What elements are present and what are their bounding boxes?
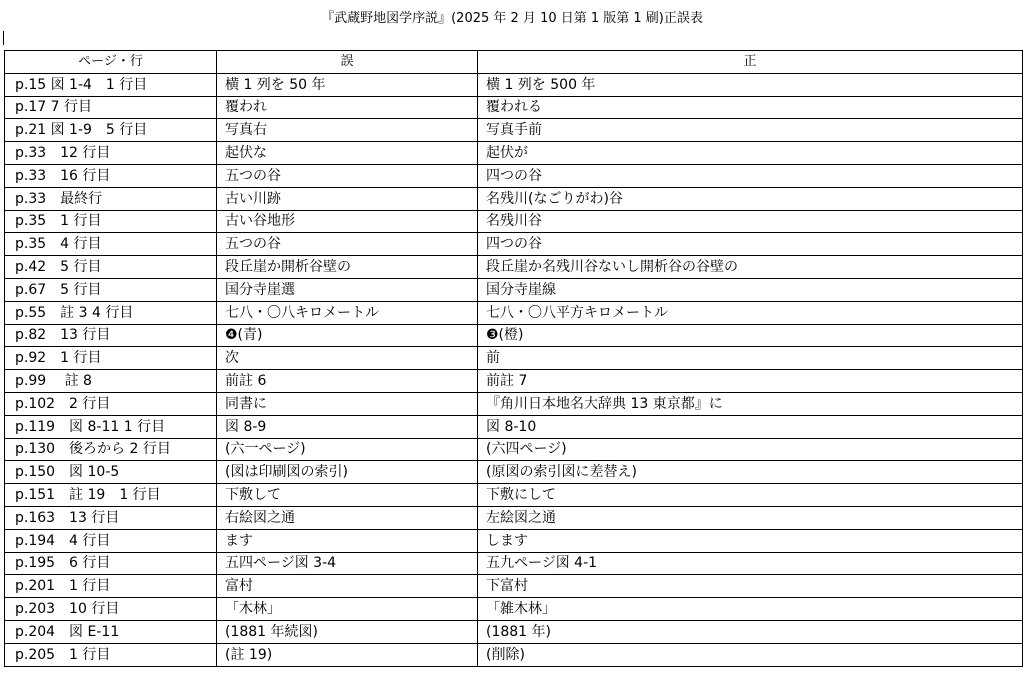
cell-correct: 『角川日本地名大辞典 13 東京都』に — [478, 392, 1023, 415]
cell-wrong: (1881 年続図) — [217, 620, 478, 643]
cell-page-line: p.33 12 行目 — [5, 142, 217, 165]
cell-correct: 国分寺崖線 — [478, 278, 1023, 301]
table-row — [5, 575, 1023, 598]
cell-wrong: 古い谷地形 — [217, 210, 478, 233]
header-wrong: 誤 — [217, 51, 478, 74]
cell-correct: 下富村 — [478, 575, 1023, 598]
cell-wrong: (註 19) — [217, 643, 478, 666]
errata-table — [4, 50, 1023, 667]
cell-wrong: 写真右 — [217, 119, 478, 142]
cell-wrong: 五つの谷 — [217, 233, 478, 256]
table-row — [5, 278, 1023, 301]
table-row — [5, 484, 1023, 507]
cell-correct: 四つの谷 — [478, 233, 1023, 256]
cell-page-line: p.204 図 E-11 — [5, 620, 217, 643]
cell-page-line: p.82 13 行目 — [5, 324, 217, 347]
table-row — [5, 370, 1023, 393]
cell-correct: 横 1 列を 500 年 — [478, 73, 1023, 96]
cell-correct: (六四ページ) — [478, 438, 1023, 461]
cell-page-line: p.33 最終行 — [5, 187, 217, 210]
cell-wrong: 「木林」 — [217, 598, 478, 621]
cell-correct: 前 — [478, 347, 1023, 370]
cell-correct: 起伏が — [478, 142, 1023, 165]
cell-wrong: 段丘崖か開析谷壁の — [217, 256, 478, 279]
table-row — [5, 552, 1023, 575]
cell-correct: 四つの谷 — [478, 164, 1023, 187]
errata-body — [5, 73, 1023, 666]
cell-wrong: 右絵図之通 — [217, 506, 478, 529]
cell-page-line: p.17 7 行目 — [5, 96, 217, 119]
table-row — [5, 301, 1023, 324]
header-row — [5, 51, 1023, 74]
cell-correct: ❸(橙) — [478, 324, 1023, 347]
cell-page-line: p.15 図 1-4 1 行目 — [5, 73, 217, 96]
table-row — [5, 256, 1023, 279]
cell-correct: します — [478, 529, 1023, 552]
cell-wrong: ❹(青) — [217, 324, 478, 347]
cell-correct: 写真手前 — [478, 119, 1023, 142]
table-row — [5, 529, 1023, 552]
cell-correct: 七八・〇八平方キロメートル — [478, 301, 1023, 324]
cell-correct: 前註 7 — [478, 370, 1023, 393]
cell-wrong: 起伏な — [217, 142, 478, 165]
cell-page-line: p.201 1 行目 — [5, 575, 217, 598]
cell-correct: (原図の索引図に差替え) — [478, 461, 1023, 484]
table-row — [5, 506, 1023, 529]
cell-correct: 名残川(なごりがわ)谷 — [478, 187, 1023, 210]
cell-page-line: p.151 註 19 1 行目 — [5, 484, 217, 507]
cell-correct: (1881 年) — [478, 620, 1023, 643]
cell-correct: 下敷にして — [478, 484, 1023, 507]
cell-wrong: (図は印刷図の索引) — [217, 461, 478, 484]
cell-page-line: p.150 図 10-5 — [5, 461, 217, 484]
cell-wrong: (六一ページ) — [217, 438, 478, 461]
cell-page-line: p.33 16 行目 — [5, 164, 217, 187]
cell-correct: 図 8-10 — [478, 415, 1023, 438]
table-row — [5, 142, 1023, 165]
cell-page-line: p.67 5 行目 — [5, 278, 217, 301]
cell-wrong: 七八・〇八キロメートル — [217, 301, 478, 324]
table-row — [5, 438, 1023, 461]
cell-wrong: 国分寺崖選 — [217, 278, 478, 301]
table-row — [5, 461, 1023, 484]
text-cursor — [3, 31, 4, 45]
document-title: 『武蔵野地図学序説』(2025 年 2 月 10 日第 1 版第 1 刷)正誤表 — [321, 11, 703, 26]
cell-page-line: p.194 4 行目 — [5, 529, 217, 552]
cell-correct: 名残川谷 — [478, 210, 1023, 233]
cell-page-line: p.195 6 行目 — [5, 552, 217, 575]
cell-page-line: p.55 註 3 4 行目 — [5, 301, 217, 324]
header-correct: 正 — [478, 51, 1023, 74]
cell-wrong: 図 8-9 — [217, 415, 478, 438]
cell-correct: (削除) — [478, 643, 1023, 666]
cell-page-line: p.35 4 行目 — [5, 233, 217, 256]
header-page-line: ページ・行 — [5, 51, 217, 74]
cell-correct: 「雑木林」 — [478, 598, 1023, 621]
cell-page-line: p.130 後ろから 2 行目 — [5, 438, 217, 461]
table-row — [5, 347, 1023, 370]
cell-correct: 五九ページ図 4-1 — [478, 552, 1023, 575]
cell-page-line: p.99 註 8 — [5, 370, 217, 393]
cell-wrong: 下敷して — [217, 484, 478, 507]
cell-page-line: p.205 1 行目 — [5, 643, 217, 666]
cell-wrong: 横 1 列を 50 年 — [217, 73, 478, 96]
table-row — [5, 73, 1023, 96]
cell-correct: 段丘崖か名残川谷ないし開析谷の谷壁の — [478, 256, 1023, 279]
table-row — [5, 164, 1023, 187]
cell-wrong: 覆われ — [217, 96, 478, 119]
cell-wrong: 五四ページ図 3-4 — [217, 552, 478, 575]
cell-wrong: 富村 — [217, 575, 478, 598]
table-row — [5, 598, 1023, 621]
table-row — [5, 415, 1023, 438]
cell-page-line: p.92 1 行目 — [5, 347, 217, 370]
cell-correct: 覆われる — [478, 96, 1023, 119]
table-row — [5, 187, 1023, 210]
cell-wrong: 古い川跡 — [217, 187, 478, 210]
cell-wrong: 同書に — [217, 392, 478, 415]
cell-page-line: p.203 10 行目 — [5, 598, 217, 621]
table-row — [5, 620, 1023, 643]
table-row — [5, 392, 1023, 415]
table-row — [5, 119, 1023, 142]
table-row — [5, 643, 1023, 666]
cell-page-line: p.163 13 行目 — [5, 506, 217, 529]
cell-wrong: ます — [217, 529, 478, 552]
cell-wrong: 次 — [217, 347, 478, 370]
cell-wrong: 五つの谷 — [217, 164, 478, 187]
cell-correct: 左絵図之通 — [478, 506, 1023, 529]
cell-wrong: 前註 6 — [217, 370, 478, 393]
table-row — [5, 210, 1023, 233]
table-row — [5, 96, 1023, 119]
cell-page-line: p.35 1 行目 — [5, 210, 217, 233]
table-row — [5, 233, 1023, 256]
cell-page-line: p.42 5 行目 — [5, 256, 217, 279]
cell-page-line: p.21 図 1-9 5 行目 — [5, 119, 217, 142]
table-row — [5, 324, 1023, 347]
cell-page-line: p.119 図 8-11 1 行目 — [5, 415, 217, 438]
cell-page-line: p.102 2 行目 — [5, 392, 217, 415]
